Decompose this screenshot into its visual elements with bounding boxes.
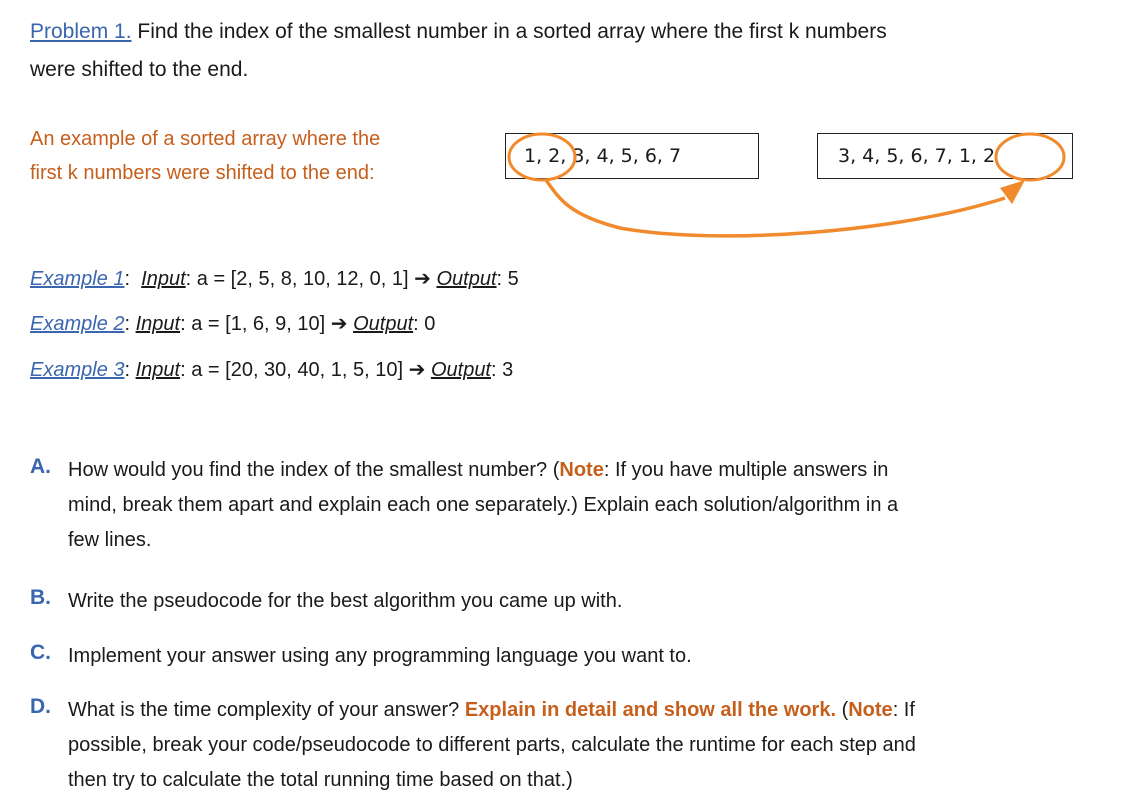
question-c-text: Implement your answer using any programming language you want to.: [68, 645, 692, 667]
shift-arrow-head: [1000, 180, 1025, 204]
question-d-letter: D.: [30, 695, 51, 718]
shift-arrow-path: [546, 180, 1005, 236]
question-b-letter: B.: [30, 586, 51, 609]
problem-heading: [30, 14, 887, 50]
original-array-box: [505, 133, 759, 179]
shifted-array: 3, 4, 5, 6, 7, 1, 2: [838, 145, 996, 167]
problem-text-line1: Find the index of the smallest number in a sorted array where the first k numbers: [131, 20, 887, 43]
question-a-letter: A.: [30, 455, 51, 478]
original-array: 1, 2, 3, 4, 5, 6, 7: [524, 145, 682, 167]
question-c-letter: C.: [30, 641, 51, 664]
example-3: Example 3: Input: a = [20, 30, 40, 1, 5, 10] ➔ Output: 3: [30, 357, 514, 381]
question-a-line1: How would you find the index of the smallest number? (Note: If you have multiple answers in: [68, 459, 889, 481]
example-intro-line2: first k numbers were shifted to the end:: [30, 162, 375, 184]
problem-text-line2: were shifted to the end.: [30, 58, 249, 81]
example-2: Example 2: Input: a = [1, 6, 9, 10] ➔ Output: 0: [30, 311, 436, 335]
question-a-line3: few lines.: [68, 529, 152, 551]
question-a-line2: mind, break them apart and explain each one separately.) Explain each solution/algorithm in a: [68, 494, 899, 516]
question-d-line2: possible, break your code/pseudocode to different parts, calculate the runtime for each step and: [68, 734, 916, 756]
example-1: Example 1: Input: a = [2, 5, 8, 10, 12, 0, 1] ➔ Output: 5: [30, 266, 519, 290]
arrow-icon: ➔: [330, 311, 348, 335]
problem-link: Problem 1.: [30, 20, 132, 43]
arrow-icon: ➔: [408, 357, 426, 381]
question-b-text: Write the pseudocode for the best algorithm you came up with.: [68, 590, 623, 612]
question-d-line3: then try to calculate the total running time based on that.): [68, 769, 573, 791]
question-d-line1: What is the time complexity of your answer? Explain in detail and show all the work. (Note: If: [68, 699, 915, 721]
arrow-icon: ➔: [414, 266, 431, 290]
example-intro-line1: An example of a sorted array where the: [30, 128, 381, 150]
example-intro: [30, 122, 380, 190]
shifted-array-box: [817, 133, 1073, 179]
